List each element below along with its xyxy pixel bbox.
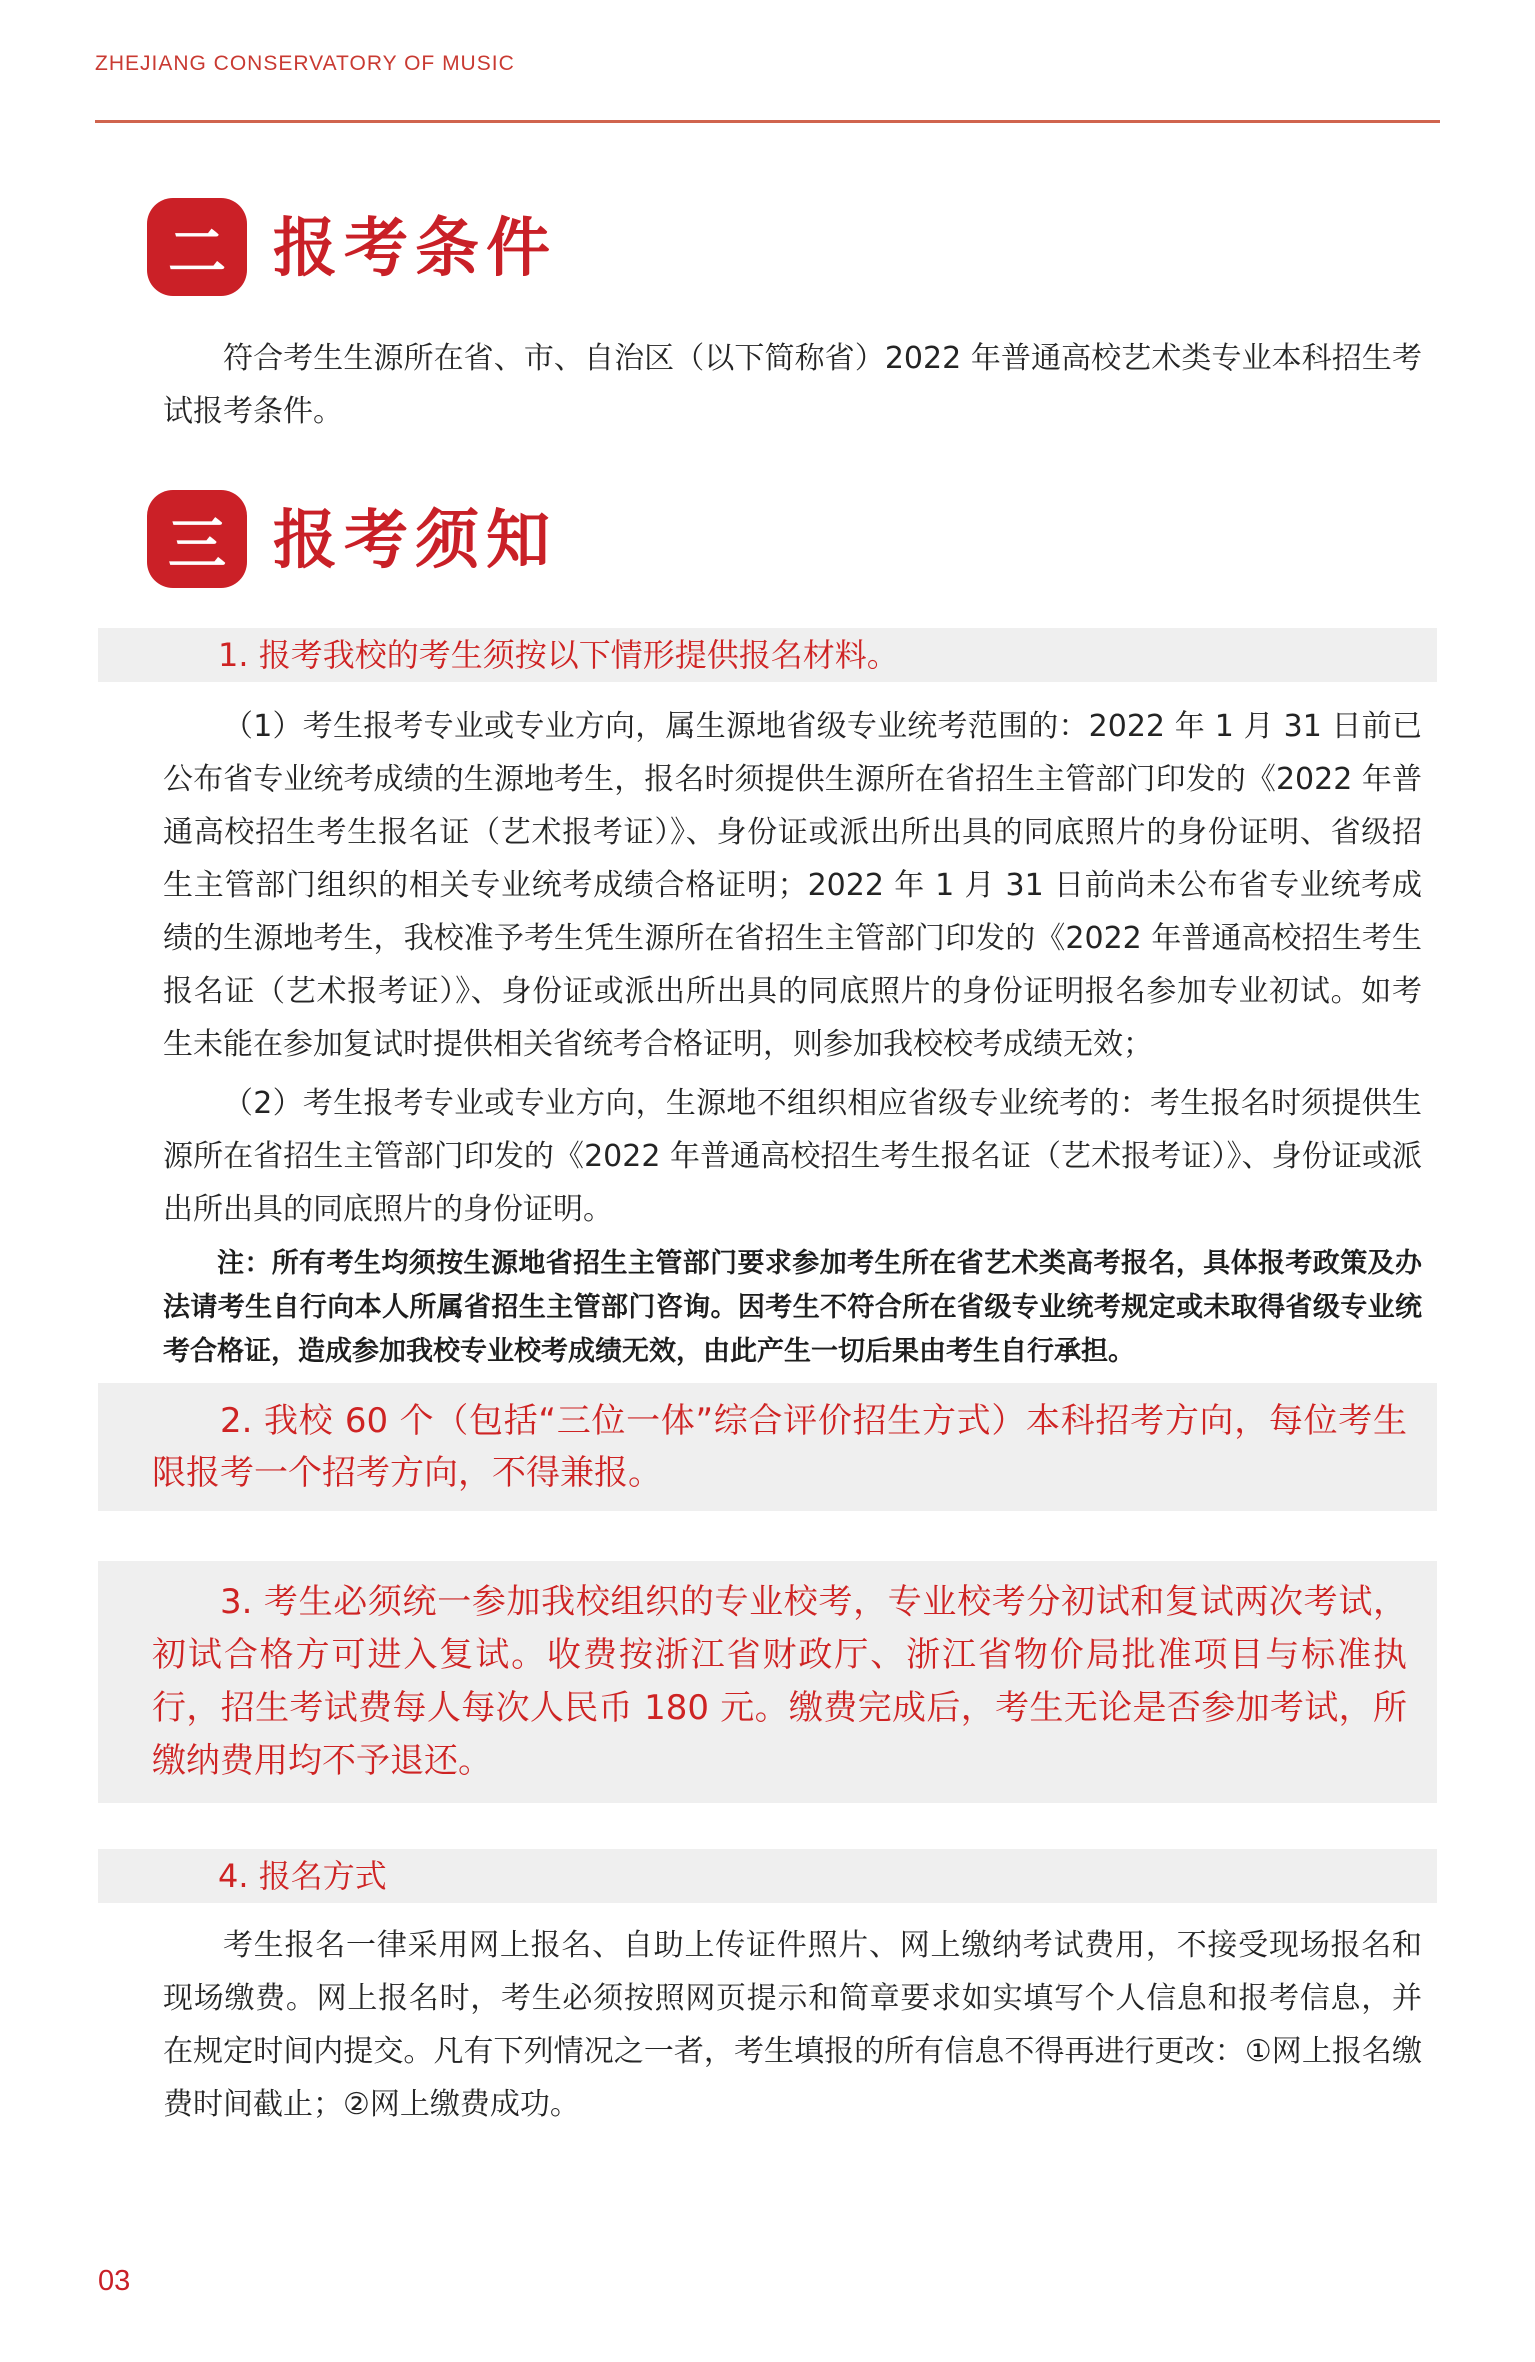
- school-name-english: ZHEJIANG CONSERVATORY OF MUSIC: [95, 52, 515, 75]
- section-three-number-badge: 三: [147, 490, 247, 588]
- section-two-heading: [147, 198, 1437, 296]
- item-3-highlight-block: 3. 考生必须统一参加我校组织的专业校考，专业校考分初试和复试两次考试，初试合格方可进入复试。收费按浙江省财政厅、浙江省物价局批准项目与标准执行，招生考试费每人每次人民币 180 元。缴费完成后，考生无论是否参加考试，所缴纳费用均不予退还。: [98, 1561, 1437, 1803]
- section-three-heading: [147, 490, 1437, 588]
- item-1-paragraph-2: （2）考生报考专业或专业方向，生源地不组织相应省级专业统考的：考生报名时须提供生源所在省招生主管部门印发的《2022 年普通高校招生考生报名证（艺术报考证）》、身份证或派出所出具的同底照片的身份证明。: [163, 1086, 1422, 1227]
- item-2-highlight-block: 2. 我校 60 个（包括“三位一体”综合评价招生方式）本科招考方向，每位考生限报考一个招考方向，不得兼报。: [98, 1383, 1437, 1511]
- section-two-number-badge: 二: [147, 198, 247, 296]
- page-number: 03: [98, 2265, 131, 2297]
- item-1-heading: 1. 报考我校的考生须按以下情形提供报名材料。: [98, 628, 1437, 682]
- item-1-paragraph-1: （1）考生报考专业或专业方向，属生源地省级专业统考范围的：2022 年 1 月 31 日前已公布省专业统考成绩的生源地考生，报名时须提供生源所在省招生主管部门印发的《2022 年普通高校招生考生报名证（艺术报考证）》、身份证或派出所出具的同底照片的身份证明、省级招生主管部门组织的相关专业统考成绩合格证明；2022 年 1 月 31 日前尚未公布省专业统考成绩的生源地考生，我校准予考生凭生源所在省招生主管部门印发的《2022 年普通高校招生考生报名证（艺术报考证）》、身份证或派出所出具的同底照片的身份证明报名参加专业初试。如考生未能在参加复试时提供相关省统考合格证明，则参加我校校考成绩无效；: [163, 709, 1422, 1062]
- item-4-paragraph: 考生报名一律采用网上报名、自助上传证件照片、网上缴纳考试费用，不接受现场报名和现场缴费。网上报名时，考生必须按照网页提示和简章要求如实填写个人信息和报考信息，并在规定时间内提交。凡有下列情况之一者，考生填报的所有信息不得再进行更改：①网上报名缴费时间截止；②网上缴费成功。: [163, 1928, 1422, 2122]
- header-divider-line: [95, 120, 1440, 123]
- page-header: [0, 0, 1535, 76]
- page-content: [98, 198, 1437, 2131]
- item-4-heading: 4. 报名方式: [98, 1849, 1437, 1903]
- item-1-note: 注：所有考生均须按生源地省招生主管部门要求参加考生所在省艺术类高考报名，具体报考政策及办法请考生自行向本人所属省招生主管部门咨询。因考生不符合所在省级专业统考规定或未取得省级专业统考合格证，造成参加我校专业校考成绩无效，由此产生一切后果由考生自行承担。: [163, 1248, 1422, 1367]
- section-two-paragraph: 符合考生生源所在省、市、自治区（以下简称省）2022 年普通高校艺术类专业本科招生考试报考条件。: [163, 341, 1422, 429]
- section-two-title: 报考条件: [273, 211, 557, 286]
- section-three-title: 报考须知: [273, 503, 557, 578]
